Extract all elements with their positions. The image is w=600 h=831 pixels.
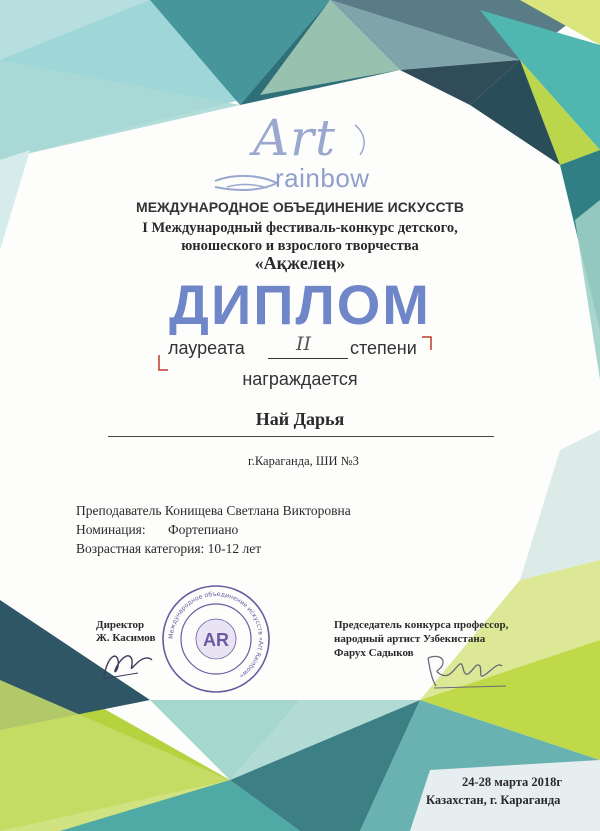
event-dates: 24-28 марта 2018г — [462, 775, 563, 789]
event-place: Казахстан, г. Караганда — [426, 793, 561, 807]
laureate-label: лауреата — [168, 338, 245, 358]
stamp-center-text: AR — [203, 630, 229, 650]
art-rainbow-logo — [205, 109, 375, 197]
degree-value: II — [296, 333, 312, 355]
teacher-line: Преподаватель Конищева Светлана Викторовна — [76, 503, 351, 518]
director-title: Директор — [96, 619, 145, 631]
festival-name: «Ақжелең» — [254, 253, 346, 273]
diploma-title: ДИПЛОМ — [169, 273, 431, 336]
festival-title-line1: I Международный фестиваль-конкурс детского, — [142, 220, 458, 236]
nomination-value: Фортепиано — [168, 522, 239, 537]
recipient-name: Най Дарья — [255, 409, 345, 429]
degree-underline — [268, 358, 348, 359]
awarded-label: награждается — [242, 369, 358, 389]
organization-name: МЕЖДУНАРОДНОЕ ОБЪЕДИНЕНИЕ ИСКУССТВ — [136, 199, 464, 215]
logo-art-text: Art — [253, 109, 337, 167]
nomination-label: Номинация: — [76, 522, 146, 537]
chairman-name: Фарух Садыков — [334, 647, 414, 659]
chairman-title-line1: Председатель конкурса профессор, — [334, 619, 509, 631]
director-name: Ж. Касимов — [96, 632, 156, 644]
official-stamp — [160, 583, 272, 695]
stamp-ring-text: Международное объединение искусств «Art Rainbow» — [167, 590, 265, 680]
name-underline — [108, 436, 494, 437]
chairman-title-line2: народный артист Узбекистана — [334, 633, 486, 645]
degree-suffix: степени — [350, 338, 417, 358]
age-category: Возрастная категория: 10-12 лет — [76, 541, 262, 556]
director-signature — [98, 646, 158, 682]
logo-rainbow-text: rainbow — [275, 163, 370, 193]
festival-title-line2: юношеского и взрослого творчества — [181, 238, 419, 254]
chairman-signature — [420, 650, 510, 692]
recipient-city-school: г.Караганда, ШИ №3 — [248, 454, 359, 468]
